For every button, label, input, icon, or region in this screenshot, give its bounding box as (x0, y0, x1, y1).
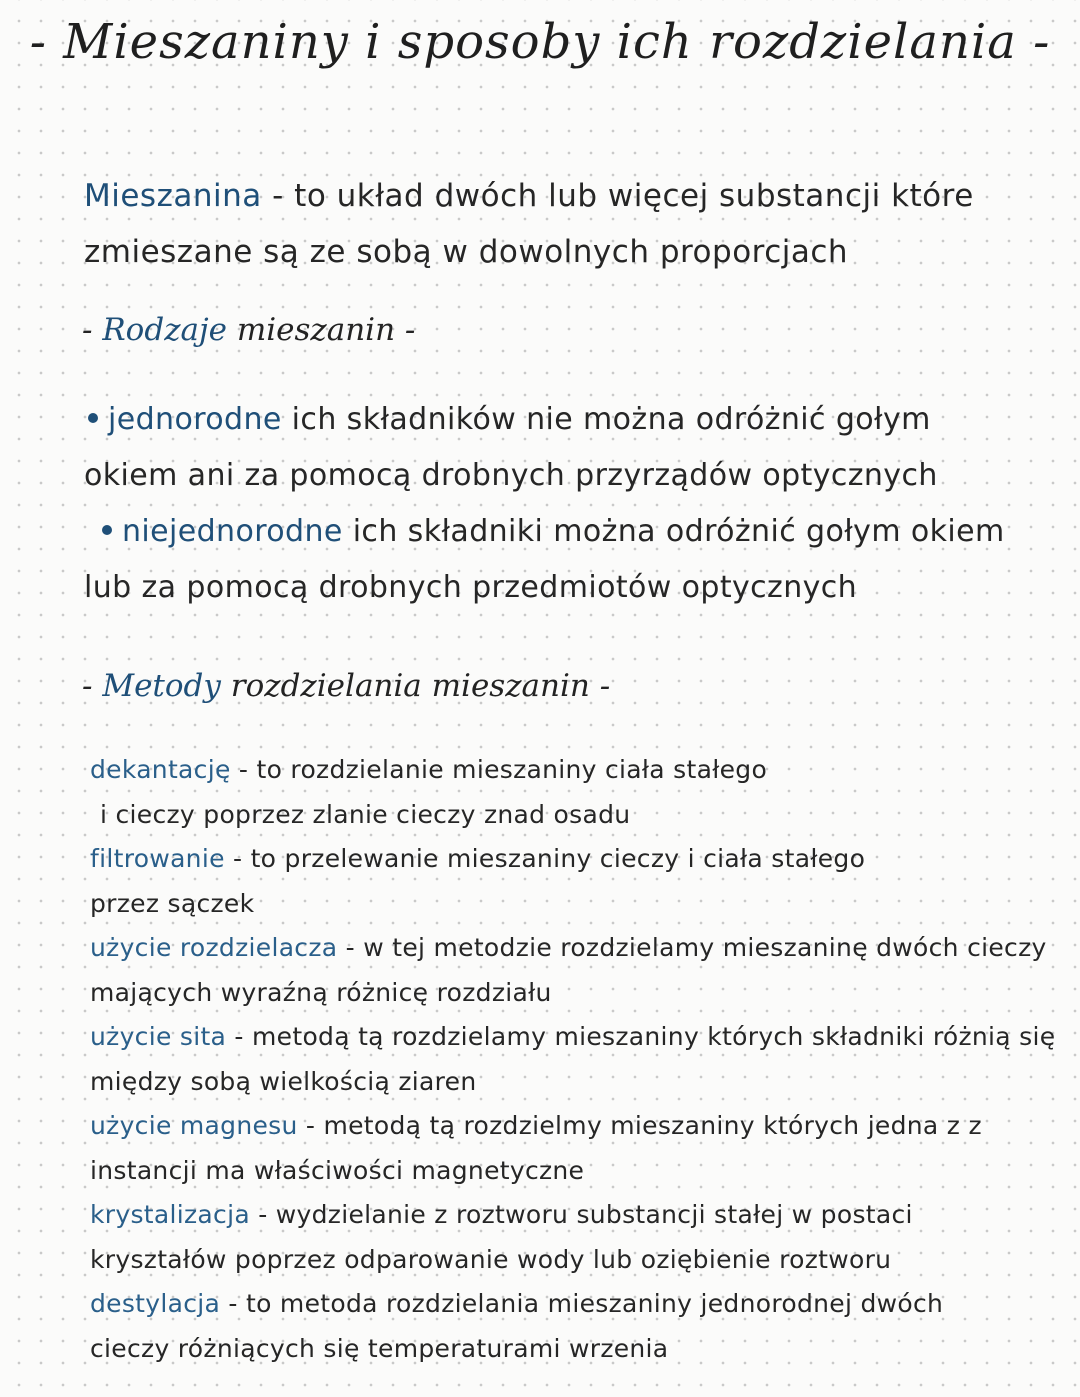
bullet-icon (88, 413, 98, 423)
list-item (84, 392, 984, 504)
type-text-1: ich składników nie można odróżnić gołym (281, 402, 931, 437)
list-item (90, 837, 1050, 926)
definition-line-1 (84, 168, 984, 224)
type-term: niejednorodne (122, 514, 343, 549)
type-line-1 (84, 392, 984, 448)
method-text-1: - to przelewanie mieszaniny cieczy i ciała stałego (224, 844, 866, 873)
list-item (90, 1282, 1050, 1371)
list-item (90, 926, 1050, 1015)
method-line-2: cieczy różniących się temperaturami wrzenia (90, 1333, 669, 1363)
methods-heading-term: Metody (102, 668, 221, 704)
type-line-2: okiem ani za pomocą drobnych przyrządów optycznych (84, 458, 938, 493)
method-line-1 (90, 1282, 1050, 1327)
definition-block (84, 168, 984, 280)
methods-heading (82, 668, 610, 704)
method-line-2: mających wyraźną różnicę rozdziału (90, 977, 552, 1007)
types-heading (82, 312, 415, 348)
method-term: użycie magnesu (90, 1111, 298, 1140)
method-line-1 (90, 1104, 1050, 1149)
types-heading-term: Rodzaje (102, 312, 227, 348)
method-term: dekantację (90, 755, 231, 784)
list-item (90, 1193, 1050, 1282)
method-term: destylacja (90, 1289, 221, 1318)
bullet-icon (102, 525, 112, 535)
method-term: użycie sita (90, 1022, 227, 1051)
list-item (90, 1015, 1056, 1104)
method-term: filtrowanie (90, 844, 225, 873)
method-text-1: - metodą tą rozdzielmy mieszaniny których jedna z z (297, 1111, 982, 1140)
type-line-1 (84, 504, 1005, 560)
type-text-1: ich składniki można odróżnić gołym okiem (342, 514, 1005, 549)
method-term: użycie rozdzielacza (90, 933, 338, 962)
type-term: jednorodne (108, 402, 282, 437)
method-line-1 (90, 1015, 1056, 1060)
method-line-1 (90, 837, 1050, 882)
method-line-2: między sobą wielkością ziaren (90, 1066, 477, 1096)
methods-heading-rest: rozdzielania mieszanin - (220, 668, 611, 704)
definition-line-2: zmieszane są ze sobą w dowolnych proporcjach (84, 234, 849, 270)
method-text-1: - w tej metodzie rozdzielamy mieszaninę dwóch cieczy (337, 933, 1047, 962)
type-line-2: lub za pomocą drobnych przedmiotów optycznych (84, 570, 858, 605)
method-text-1: - to rozdzielanie mieszaniny ciała stałego (230, 755, 768, 784)
types-heading-rest: mieszanin - (226, 312, 416, 348)
list-item (90, 748, 1050, 837)
method-line-2: instancji ma właściwości magnetyczne (90, 1155, 585, 1185)
methods-list (90, 748, 1056, 1371)
method-text-1: - to metoda rozdzielania mieszaniny jednorodnej dwóch (220, 1289, 944, 1318)
method-text-1: - metodą tą rozdzielamy mieszaniny których składniki różnią się (226, 1022, 1056, 1051)
definition-text-1: - to układ dwóch lub więcej substancji które (261, 178, 974, 214)
method-text-1: - wydzielanie z roztworu substancji stałej w postaci (249, 1200, 913, 1229)
methods-heading-dash: - (82, 668, 103, 704)
method-line-2: i cieczy poprzez zlanie cieczy znad osadu (100, 799, 631, 829)
types-heading-dash: - (82, 312, 103, 348)
definition-term: Mieszanina (84, 178, 262, 214)
list-item (84, 504, 1005, 616)
method-term: krystalizacja (90, 1200, 250, 1229)
method-line-2: przez sączek (90, 888, 255, 918)
page-title: - Mieszaniny i sposoby ich rozdzielania - (29, 14, 1051, 70)
method-line-2: kryształów poprzez odparowanie wody lub oziębienie roztworu (90, 1244, 892, 1274)
method-line-1 (90, 926, 1050, 971)
method-line-1 (90, 748, 1050, 793)
types-list (84, 392, 1005, 616)
method-line-1 (90, 1193, 1050, 1238)
list-item (90, 1104, 1050, 1193)
